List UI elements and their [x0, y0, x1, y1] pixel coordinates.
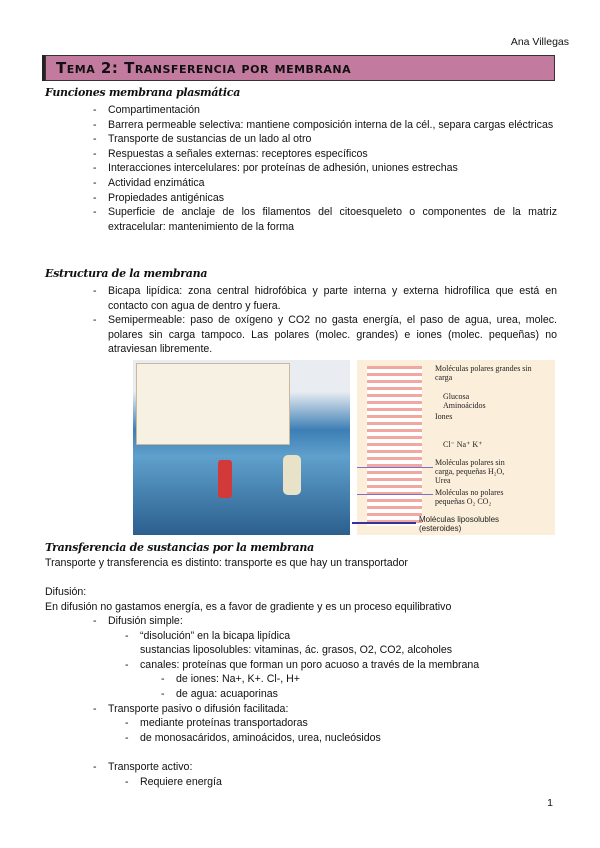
membrane-protein	[218, 460, 232, 498]
paragraph: Transporte y transferencia es distinto: transporte es que hay un transportador	[45, 557, 408, 569]
paragraph: En difusión no gastamos energía, es a favor de gradiente y es un proceso equilibrativo	[45, 601, 452, 613]
figure-label: Moléculas no polares pequeñas O₂ CO₂	[435, 488, 504, 506]
list-item: - Superficie de anclaje de los filamentos del citoesqueleto o componentes de la matriz extracelular: mantenimiento de la forma	[93, 205, 557, 234]
author-name: Ana Villegas	[510, 36, 569, 48]
list-item: - Semipermeable: paso de oxígeno y CO2 no gasta energía, el paso de agua, urea, molec. polares sin carga tampoco. Las polares (molec. grandes) e iones (molec. pequeñas) no atraviesan libremente.	[93, 313, 557, 357]
funciones-list	[93, 103, 557, 234]
transferencia-list	[93, 614, 557, 789]
heading-funciones: Funciones membrana plasmática	[45, 86, 241, 99]
figure-label: Moléculas polares sin carga, pequeñas H₂O, Urea	[435, 458, 505, 485]
list-item: - canales: proteínas que forman un poro acuoso a través de la membrana	[125, 658, 557, 673]
arrow-icon	[357, 467, 433, 468]
list-item: - de agua: acuaporinas	[161, 687, 557, 702]
permeability-diagram	[357, 360, 555, 535]
arrow-icon	[357, 494, 433, 495]
phospholipid-diagram	[136, 363, 290, 445]
list-item: - Bicapa lipídica: zona central hidrofóbica y parte interna y externa hidrofílica que está en contacto con agua de dentro y fuera.	[93, 284, 557, 313]
list-item: sustancias liposolubles: vitaminas, ác. grasos, O2, CO2, alcoholes	[140, 644, 453, 657]
lipid-bilayer	[367, 366, 422, 526]
membrane-protein	[283, 455, 301, 495]
figure-label: Moléculas polares grandes sin carga	[435, 364, 532, 382]
list-item: - mediante proteínas transportadoras	[125, 716, 557, 731]
figure-label: Cl⁻ Na⁺ K⁺	[443, 440, 483, 449]
list-item: - de iones: Na+, K+. Cl-, H+	[161, 672, 557, 687]
membrane-illustration	[133, 360, 350, 535]
list-item: - Difusión simple:	[93, 614, 557, 629]
list-item: - Actividad enzimática	[93, 176, 557, 191]
figure-label: Moléculas liposolubles (esteroides)	[419, 515, 500, 533]
page-title: Tema 2: Transferencia por membrana	[56, 59, 352, 77]
paragraph: Difusión:	[45, 586, 87, 598]
list-item: - de monosacáridos, aminoácidos, urea, nucleósidos	[125, 731, 557, 746]
heading-estructura: Estructura de la membrana	[45, 267, 208, 280]
list-item: - Transporte de sustancias de un lado al otro	[93, 132, 557, 147]
list-item: - Requiere energía	[125, 775, 557, 790]
list-item: - Respuestas a señales externas: receptores específicos	[93, 147, 557, 162]
heading-transferencia: Transferencia de sustancias por la membrana	[45, 541, 314, 554]
list-item: - “disolución” en la bicapa lipídica	[125, 629, 557, 644]
list-item: - Propiedades antigénicas	[93, 191, 557, 206]
list-item: - Transporte pasivo o difusión facilitada:	[93, 702, 557, 717]
list-item: - Interacciones intercelulares: por proteínas de adhesión, uniones estrechas	[93, 161, 557, 176]
arrow-icon	[352, 522, 416, 524]
estructura-list	[93, 284, 557, 357]
title-banner	[45, 55, 555, 81]
figure-label: Iones	[435, 412, 453, 421]
page-number: 1	[547, 797, 553, 809]
figure-label: Glucosa Aminoácidos	[443, 392, 486, 410]
list-item: - Barrera permeable selectiva: mantiene composición interna de la cél., separa cargas eléctricas	[93, 118, 557, 133]
list-item: - Compartimentación	[93, 103, 557, 118]
list-item: - Transporte activo:	[93, 760, 557, 775]
